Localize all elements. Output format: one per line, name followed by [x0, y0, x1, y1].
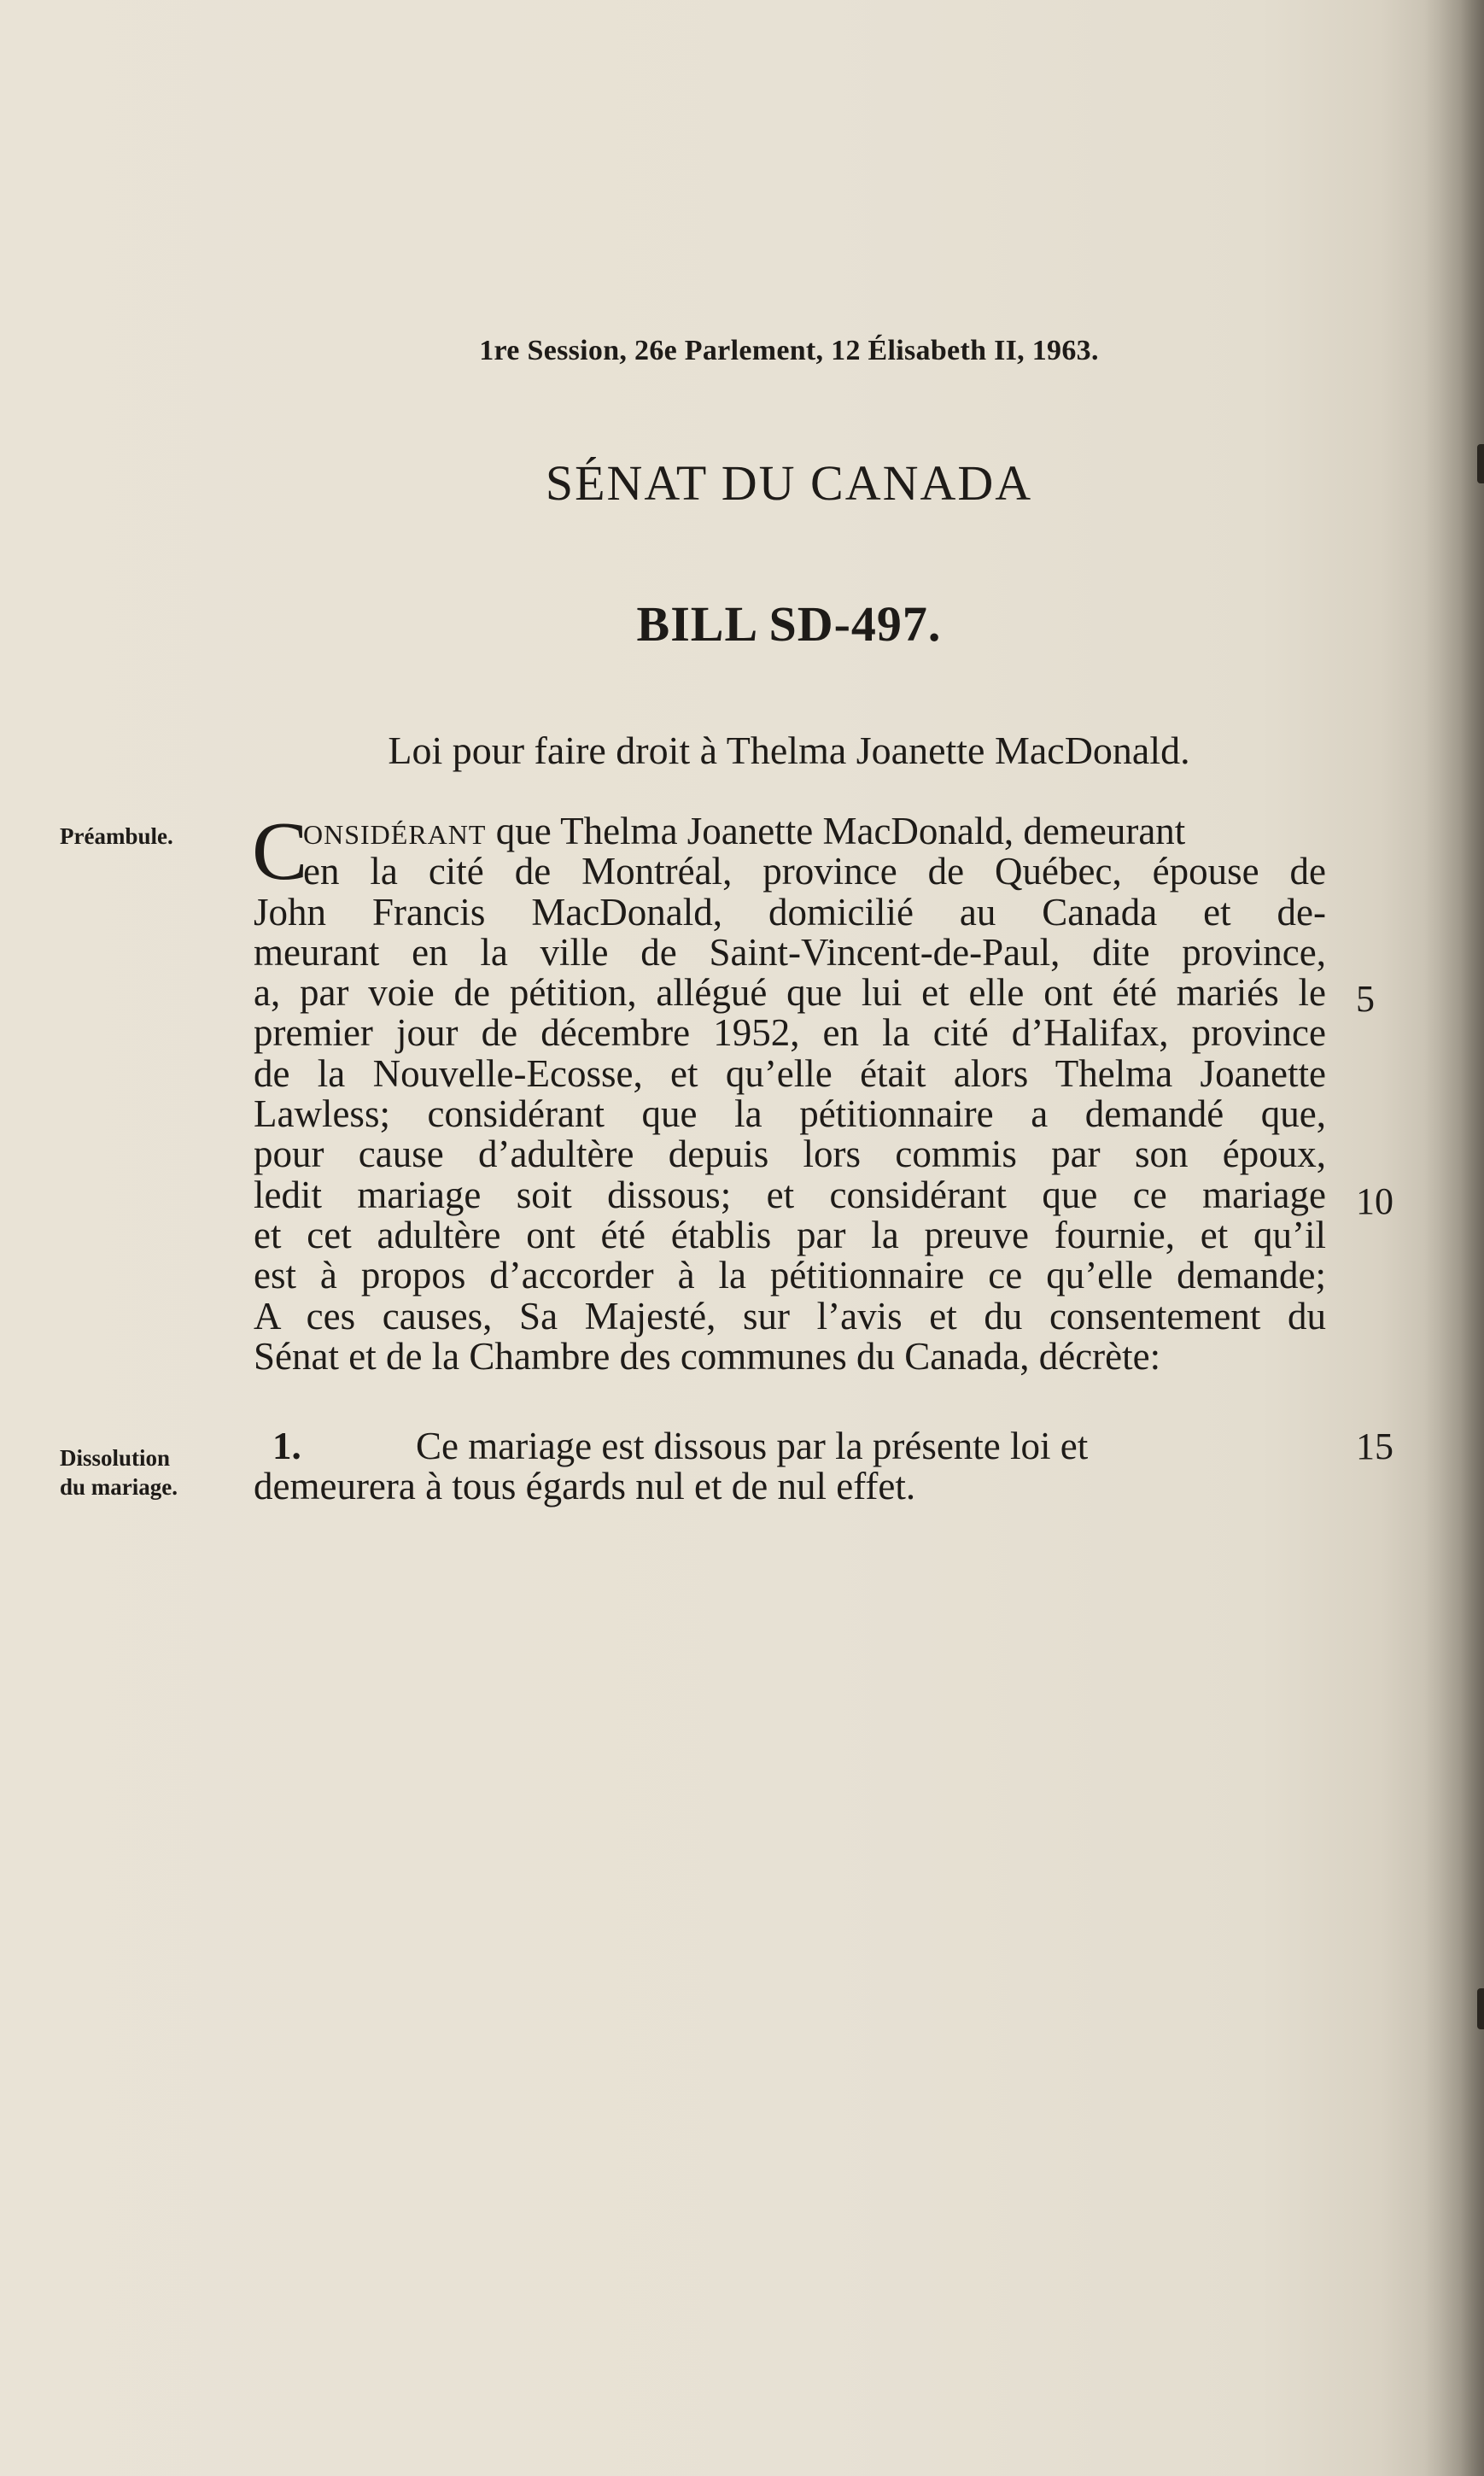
section-1-line-2: demeurera à tous égards nul et de nul effet. [254, 1465, 916, 1508]
preamble-line-13: A ces causes, Sa Majesté, sur l’avis et du consentement du [254, 1294, 1326, 1338]
margin-note-dissolution-line-1: Dissolution [60, 1445, 171, 1471]
bill-subtitle: Loi pour faire droit à Thelma Joanette MacDonald. [388, 729, 1190, 772]
line-number-10: 10 [1356, 1180, 1393, 1222]
section-1-line-1 [254, 1426, 1326, 1466]
binding-edge-shadow [1424, 0, 1484, 2476]
preamble-line-2: en la cité de Montréal, province de Québec, épouse de [303, 850, 1326, 893]
margin-note-dissolution [60, 1443, 222, 1501]
senate-title: SÉNAT DU CANADA [545, 455, 1033, 511]
preamble-paragraph [252, 805, 1326, 1378]
section-1-line-1-text: Ce mariage est dissous par la présente loi et [416, 1425, 1089, 1467]
section-number: 1. [272, 1425, 301, 1467]
line-number-15: 15 [1356, 1425, 1393, 1467]
drop-cap: C [252, 805, 308, 898]
preamble-line-11: et cet adultère ont été établis par la preuve fournie, et qu’il [254, 1213, 1326, 1256]
preamble-line-8: Lawless; considérant que la pétitionnaire a demandé que, [254, 1092, 1326, 1136]
preamble-line-5: a, par voie de pétition, allégué que lui et elle ont été mariés le [254, 971, 1326, 1015]
line-number-5: 5 [1356, 978, 1375, 1020]
margin-note-preamble: Préambule. [60, 823, 173, 849]
session-line: 1re Session, 26e Parlement, 12 Élisabeth II, 1963. [479, 335, 1099, 366]
section-1-paragraph [254, 1426, 1326, 1507]
preamble-line-9: pour cause d’adultère depuis lors commis par son époux, [254, 1133, 1326, 1176]
preamble-line-14: Sénat et de la Chambre des communes du Canada, décrète: [254, 1334, 1161, 1378]
preamble-line-4: meurant en la ville de Saint-Vincent-de-Paul, dite province, [254, 930, 1326, 974]
margin-note-dissolution-line-2: du mariage. [60, 1474, 178, 1500]
preamble-line-10: ledit mariage soit dissous; et considérant que ce mariage [254, 1173, 1326, 1216]
preamble-line-6: premier jour de décembre 1952, en la cité d’Halifax, province [254, 1011, 1326, 1055]
bill-number: BILL SD-497. [636, 596, 942, 652]
preamble-smallcaps-word: onsidérant [303, 810, 487, 852]
preamble-line-1 [254, 811, 1326, 852]
edge-mark-bottom [1477, 1988, 1484, 2029]
preamble-line-7: de la Nouvelle-Ecosse, et qu’elle était alors Thelma Joanette [254, 1051, 1326, 1095]
preamble-line-1-text: que Thelma Joanette MacDonald, demeurant [486, 810, 1186, 852]
preamble-line-12: est à propos d’accorder à la pétitionnaire ce qu’elle demande; [254, 1254, 1326, 1297]
preamble-line-3: John Francis MacDonald, domicilié au Canada et de- [254, 890, 1326, 934]
